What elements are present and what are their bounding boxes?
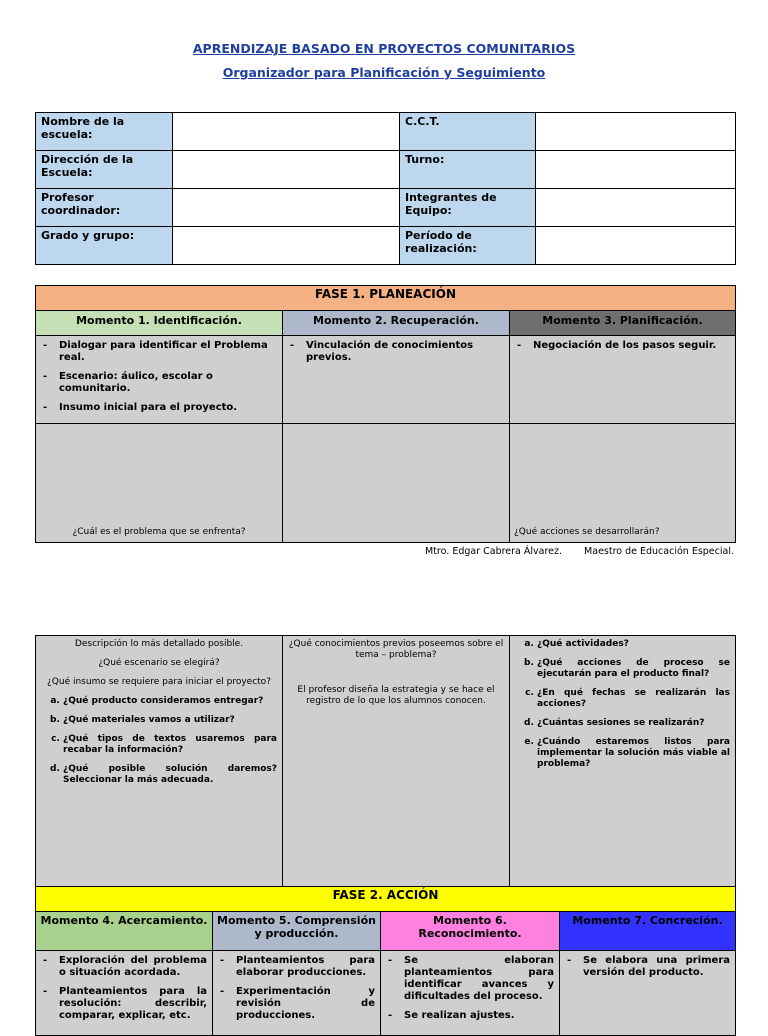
list-item: - Experimentación y revisión de producciones.	[218, 986, 375, 1022]
list-item: c. ¿Qué tipos de textos usaremos para recabar la información?	[63, 734, 277, 756]
list-item: - Insumo inicial para el proyecto.	[41, 402, 277, 414]
phase2-title: FASE 2. ACCIÓN	[36, 887, 736, 912]
list-item: d. ¿Qué posible solución daremos? Seleccionar la más adecuada.	[63, 764, 277, 786]
moment1-question: ¿Cuál es el problema que se enfrenta?	[72, 527, 246, 537]
detail-line: ¿Qué conocimientos previos poseemos sobre el tema – problema?	[288, 639, 504, 660]
period-field[interactable]	[536, 227, 736, 265]
list-item: d. ¿Cuántas sesiones se realizarán?	[537, 718, 730, 729]
team-members-label: Integrantes de Equipo:	[400, 189, 536, 227]
list-item: - Exploración del problema o situación acordada.	[41, 955, 207, 979]
phase1-title: FASE 1. PLANEACIÓN	[36, 286, 736, 311]
list-item: b. ¿Qué acciones de proceso se ejecutarán para el producto final?	[537, 658, 730, 680]
moment1-title: Momento 1. Identificación.	[36, 311, 283, 336]
author-role: Maestro de Educación Especial.	[584, 546, 734, 557]
shift-label: Turno:	[400, 151, 536, 189]
details-col3	[510, 636, 736, 888]
list-item: - Se elabora una primera versión del producto.	[565, 955, 730, 979]
details-col1	[36, 636, 283, 888]
table-row	[36, 189, 736, 227]
list-item: b. ¿Qué materiales vamos a utilizar?	[63, 715, 277, 726]
list-item: - Se realizan ajustes.	[386, 1010, 554, 1022]
cct-label: C.C.T.	[400, 113, 536, 151]
moment4-items	[36, 951, 213, 1036]
moment1-question-cell[interactable]	[36, 424, 283, 543]
table-row	[36, 227, 736, 265]
author-name: Mtro. Edgar Cabrera Álvarez.	[425, 546, 563, 557]
detail-line: ¿Qué escenario se elegirá?	[98, 658, 220, 668]
moment1-items	[36, 336, 283, 424]
details-col2	[283, 636, 510, 888]
list-item: a. ¿Qué producto consideramos entregar?	[63, 696, 277, 707]
moment4-title: Momento 4. Acercamiento.	[36, 912, 213, 951]
detail-line: ¿Qué insumo se requiere para iniciar el proyecto?	[47, 677, 271, 687]
document-title: APRENDIZAJE BASADO EN PROYECTOS COMUNITARIOS	[192, 41, 576, 56]
list-item: - Vinculación de conocimientos previos.	[288, 340, 504, 364]
period-label: Período de realización:	[400, 227, 536, 265]
detail-line: Descripción lo más detallado posible.	[74, 639, 244, 649]
moment2-question-cell[interactable]	[283, 424, 510, 543]
list-item: a. ¿Qué actividades?	[537, 639, 730, 650]
details-table	[35, 635, 736, 888]
moment6-title: Momento 6. Reconocimiento.	[381, 912, 560, 951]
list-item: - Planteamientos para elaborar producciones.	[218, 955, 375, 979]
moment3-question-cell[interactable]	[510, 424, 736, 543]
address-label: Dirección de la Escuela:	[36, 151, 173, 189]
list-item: - Negociación de los pasos seguir.	[515, 340, 730, 352]
moment7-title: Momento 7. Concreción.	[560, 912, 736, 951]
list-item: c. ¿En qué fechas se realizarán las acciones?	[537, 688, 730, 710]
list-item: e. ¿Cuándo estaremos listos para implementar la solución más viable al problema?	[537, 737, 730, 770]
school-name-field[interactable]	[173, 113, 400, 151]
phase1-table	[35, 285, 736, 543]
phase2-table	[35, 886, 736, 1036]
detail-line: El profesor diseña la estrategia y se hace el registro de lo que los alumnos conocen.	[297, 685, 495, 706]
grade-group-field[interactable]	[173, 227, 400, 265]
moment2-title: Momento 2. Recuperación.	[283, 311, 510, 336]
school-name-label: Nombre de la escuela:	[36, 113, 173, 151]
list-item: - Escenario: áulico, escolar o comunitario.	[41, 371, 277, 395]
moment3-items	[510, 336, 736, 424]
table-row	[36, 113, 736, 151]
coordinator-field[interactable]	[173, 189, 400, 227]
document-subtitle: Organizador para Planificación y Seguimiento	[222, 65, 546, 80]
team-members-field[interactable]	[536, 189, 736, 227]
list-item: - Planteamientos para la resolución: describir, comparar, explicar, etc.	[41, 986, 207, 1022]
list-item: - Se elaboran planteamientos para identificar avances y dificultades del proceso.	[386, 955, 554, 1003]
list-item: - Dialogar para identificar el Problema real.	[41, 340, 277, 364]
author-credit	[425, 546, 734, 557]
moment6-items	[381, 951, 560, 1036]
address-field[interactable]	[173, 151, 400, 189]
moment5-items	[213, 951, 381, 1036]
moment5-title: Momento 5. Comprensión y producción.	[213, 912, 381, 951]
shift-field[interactable]	[536, 151, 736, 189]
grade-group-label: Grado y grupo:	[36, 227, 173, 265]
moment7-items	[560, 951, 736, 1036]
coordinator-label: Profesor coordinador:	[36, 189, 173, 227]
cct-field[interactable]	[536, 113, 736, 151]
moment2-items	[283, 336, 510, 424]
moment3-question: ¿Qué acciones se desarrollarán?	[514, 527, 660, 537]
school-info-table	[35, 112, 736, 265]
table-row	[36, 151, 736, 189]
moment3-title: Momento 3. Planificación.	[510, 311, 736, 336]
